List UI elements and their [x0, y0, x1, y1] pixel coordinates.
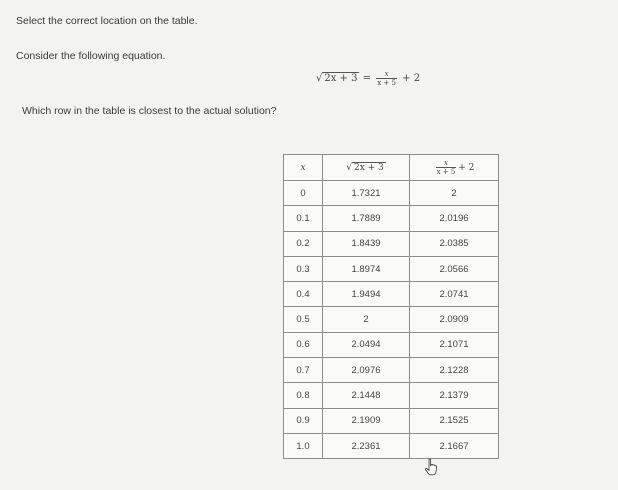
cell-sqrt[interactable]: 2.1909: [323, 408, 410, 433]
cell-x[interactable]: 0.5: [284, 307, 323, 332]
cell-sqrt[interactable]: 1.8439: [323, 231, 410, 256]
table-row[interactable]: [284, 408, 499, 433]
table-row[interactable]: [284, 282, 499, 307]
consider-text: Consider the following equation.: [16, 50, 166, 62]
cell-x[interactable]: 0.4: [284, 282, 323, 307]
equation: [316, 70, 420, 87]
table-row[interactable]: [284, 433, 499, 458]
instruction-text: Select the correct location on the table.: [16, 15, 198, 27]
cell-sqrt[interactable]: 2.2361: [323, 433, 410, 458]
cell-sqrt[interactable]: 2.1448: [323, 383, 410, 408]
cell-fraction[interactable]: 2.0196: [410, 206, 499, 231]
cell-x[interactable]: 0.1: [284, 206, 323, 231]
cell-sqrt[interactable]: 2.0494: [323, 332, 410, 357]
cell-fraction[interactable]: 2.0909: [410, 307, 499, 332]
cell-fraction[interactable]: 2: [410, 181, 499, 206]
header-fraction: $\frac{x}{x + 5}$ + 2: [410, 155, 499, 181]
cell-fraction[interactable]: 2.1379: [410, 383, 499, 408]
table-header-row: [284, 155, 499, 181]
cell-x[interactable]: 0: [284, 181, 323, 206]
cell-x[interactable]: 0.7: [284, 358, 323, 383]
lhs-radicand: 2x + 3: [324, 73, 358, 84]
hand-pointer-icon: [424, 458, 440, 476]
cell-fraction[interactable]: 2.1525: [410, 408, 499, 433]
header-sqrt: √ 2x + 3: [323, 155, 410, 181]
rhs-tail: + 2: [402, 73, 421, 84]
table-row[interactable]: [284, 231, 499, 256]
cell-fraction[interactable]: 2.1228: [410, 358, 499, 383]
cell-x[interactable]: 0.2: [284, 231, 323, 256]
cell-sqrt[interactable]: 1.8974: [323, 256, 410, 281]
cell-sqrt[interactable]: 1.7889: [323, 206, 410, 231]
rhs-fraction: [376, 70, 397, 87]
table-row[interactable]: [284, 358, 499, 383]
question-text: Which row in the table is closest to the actual solution?: [22, 105, 277, 117]
table-row[interactable]: [284, 181, 499, 206]
cell-fraction[interactable]: 2.0566: [410, 256, 499, 281]
values-table: [283, 154, 499, 459]
equals-sign: =: [362, 73, 372, 84]
cell-sqrt[interactable]: 1.9494: [323, 282, 410, 307]
cell-fraction[interactable]: 2.1667: [410, 433, 499, 458]
table-row[interactable]: [284, 256, 499, 281]
cell-x[interactable]: 0.9: [284, 408, 323, 433]
cell-x[interactable]: 0.8: [284, 383, 323, 408]
sqrt-symbol: √: [316, 73, 323, 84]
table-row[interactable]: [284, 383, 499, 408]
cell-fraction[interactable]: 2.0385: [410, 231, 499, 256]
cell-fraction[interactable]: 2.0741: [410, 282, 499, 307]
cell-x[interactable]: 0.3: [284, 256, 323, 281]
cell-sqrt[interactable]: 1.7321: [323, 181, 410, 206]
header-x: x: [284, 155, 323, 181]
cell-fraction[interactable]: 2.1071: [410, 332, 499, 357]
table-row[interactable]: [284, 206, 499, 231]
cell-x[interactable]: 0.6: [284, 332, 323, 357]
rhs-fraction-den: x + 5: [377, 79, 396, 87]
table-row[interactable]: [284, 332, 499, 357]
cell-sqrt[interactable]: 2: [323, 307, 410, 332]
rhs-fraction-num: x: [376, 70, 397, 79]
table-row[interactable]: [284, 307, 499, 332]
cell-sqrt[interactable]: 2.0976: [323, 358, 410, 383]
cell-x[interactable]: 1.0: [284, 433, 323, 458]
